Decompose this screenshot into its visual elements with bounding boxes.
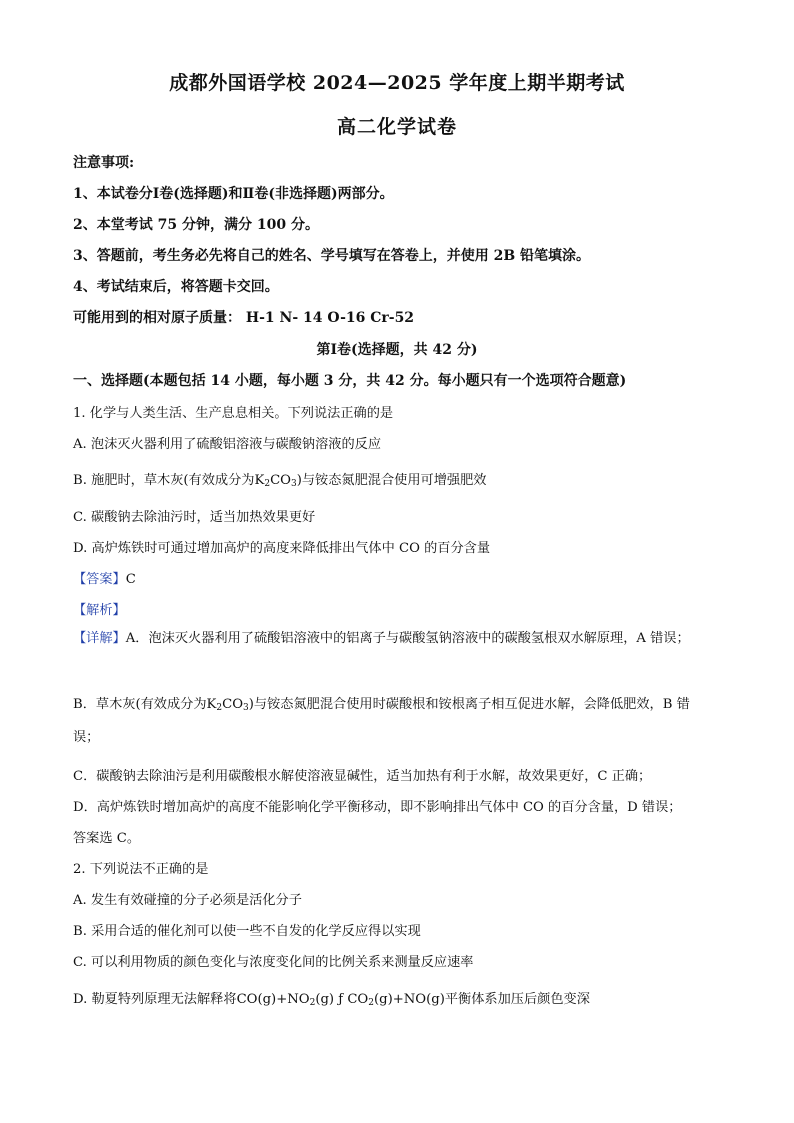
- detail-b: B．草木灰(有效成分为$K_2CO_3$)与铵态氮肥混合使用时碳酸根和铵根离子相互促进水解，会降低肥效，B 错误；: [73, 697, 690, 745]
- analysis-tag: 【解析】: [73, 603, 126, 618]
- answer-tag: 【答案】: [73, 572, 126, 587]
- question-2-option-d: D. 勒夏特列原理无法解释将$CO(g)+NO_2(g)$ ƒ $CO_2(g)+NO(g)$平衡体系加压后颜色变深: [73, 992, 590, 1008]
- answer-value: C: [125, 572, 136, 587]
- question-1-option-c: C. 碳酸钠去除油污时，适当加热效果更好: [73, 510, 316, 525]
- option-b-text: B. 施肥时，草木灰(有效成分为: [73, 473, 255, 488]
- section-title: 第Ⅰ卷(选择题，共 42 分): [316, 342, 478, 358]
- note-item: 1、本试卷分Ⅰ卷(选择题)和Ⅱ卷(非选择题)两部分。: [73, 186, 394, 202]
- atomic-masses: 可能用到的相对原子质量： H-1 N- 14 O-16 Cr-52: [73, 310, 415, 326]
- question-1-option-b: [73, 469, 486, 489]
- note-item: 4、考试结束后，将答题卡交回。: [73, 279, 279, 295]
- notes-heading: 注意事项:: [73, 155, 135, 171]
- detail-d: D．高炉炼铁时增加高炉的高度不能影响化学平衡移动，即不影响排出气体中 CO 的百分含量，D 错误；: [73, 800, 682, 815]
- note-item: 2、本堂考试 75 分钟，满分 100 分。: [73, 217, 319, 233]
- detail-tag: 【详解】: [73, 631, 126, 646]
- conclusion: 答案选 C。: [73, 831, 141, 846]
- question-2-option-a: A. 发生有效碰撞的分子必须是活化分子: [73, 893, 302, 908]
- formula-k2co3: $K_2CO_3$: [254, 473, 297, 489]
- question-1-stem: 1. 化学与人类生活、生产息息相关。下列说法正确的是: [73, 406, 394, 421]
- question-2-stem: 2. 下列说法不正确的是: [73, 862, 209, 877]
- note-item: 3、答题前，考生务必先将自己的姓名、学号填写在答卷上，并使用 2B 铅笔填涂。: [73, 248, 591, 264]
- exam-title: 成都外国语学校 2024—2025 学年度上期半期考试: [169, 72, 625, 94]
- question-1-option-a: A. 泡沫灭火器利用了硫酸铝溶液与碳酸钠溶液的反应: [73, 437, 382, 452]
- section-instructions: 一、选择题(本题包括 14 小题，每小题 3 分，共 42 分。每小题只有一个选项符合题意): [73, 373, 627, 389]
- detail-c: C．碳酸钠去除油污是利用碳酸根水解使溶液显碱性，适当加热有利于水解，故效果更好，C 正确；: [73, 769, 652, 784]
- question-2-option-b: B. 采用合适的催化剂可以使一些不自发的化学反应得以实现: [73, 924, 421, 939]
- formula-k2co3: $K_2CO_3$: [206, 697, 249, 713]
- question-2-option-c: C. 可以利用物质的颜色变化与浓度变化间的比例关系来测量反应速率: [73, 955, 474, 970]
- answer-line: [73, 568, 136, 587]
- option-b-text-end: )与铵态氮肥混合使用可增强肥效: [296, 473, 487, 488]
- question-1-option-d: D. 高炉炼铁时可通过增加高炉的高度来降低排出气体中 CO 的百分含量: [73, 541, 491, 556]
- detail-a: 【详解】A．泡沫灭火器利用了硫酸铝溶液中的铝离子与碳酸氢钠溶液中的碳酸氢根双水解原理，A 错误；: [73, 631, 690, 646]
- exam-subtitle: 高二化学试卷: [336, 116, 457, 138]
- equilibrium-equation: $CO(g)+NO_2(g)$ ƒ $CO_2(g)+NO(g)$: [236, 992, 445, 1008]
